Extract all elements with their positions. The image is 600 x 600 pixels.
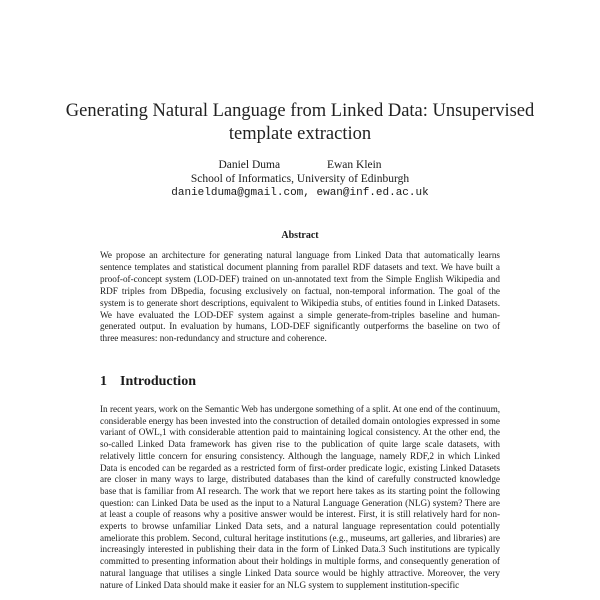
introduction-text: In recent years, work on the Semantic Web has undergone something of a split. At one end of the continuum, considerable energy has been invested into the construction of detailed domain ontologies expressed in some variant of OWL,1 with considerable attention paid to maintaining logical consistency. At the other end, the so-called Linked Data framework has given rise to the publication of quite large scale datasets, with relatively little concern for ensuring consistency. Although the language, namely RDF,2 in which Linked Data is encoded can be regarded as a restricted form of first-order predicate logic, existing Linked Datasets are closer in many ways to large, distributed databases than the kind of carefully constructed knowledge base that is familiar from AI research. The work that we report here takes as its starting point the following question: can Linked Data be used as the input to a Natural Language Generation (NLG) system? There are at least a couple of reasons why a positive answer would be interest. First, it is still relatively hard for non-experts to browse unfamiliar Linked Data sets, and a natural language representation could potentially ameliorate this problem. Second, cultural heritage institutions (e.g., museums, art galleries, and libraries) are increasingly interested in publishing their data in the form of Linked Data.3 Such institutions are typically committed to presenting information about their holdings in multiple forms, and consequently generation of natural language that utilises a single Linked Data source would be highly attractive. Moreover, the very nature of Linked Data should make it easier for an NLG system to supplement institution-specific <box>100 404 501 590</box>
author-name: Daniel Duma <box>218 159 281 171</box>
abstract-heading: Abstract <box>281 230 319 241</box>
author-name: Ewan Klein <box>326 159 382 171</box>
paper-title: Generating Natural Language from Linked Data: Unsupervised template extraction <box>65 101 535 144</box>
section-number: 1 <box>100 374 107 389</box>
author-block <box>150 158 450 200</box>
author-emails: danielduma@gmail.com, ewan@inf.ed.ac.uk <box>171 187 429 199</box>
affiliation: School of Informatics, University of Edinburgh <box>190 173 410 185</box>
section-title: Introduction <box>120 374 196 389</box>
section-heading <box>100 374 500 390</box>
author-names <box>150 158 450 172</box>
abstract-text: We propose an architecture for generating natural language from Linked Data that automatically learns sentence templates and statistical document planning from parallel RDF datasets and text. We have built a proof-of-concept system (LOD-DEF) trained on un-annotated text from the Simple English Wikipedia and RDF triples from DBpedia, focusing exclusively on factual, non-temporal information. The goal of the system is to generate short descriptions, equivalent to Wikipedia stubs, of entities found in Linked Datasets. We have evaluated the LOD-DEF system against a simple generate-from-triples baseline and human-generated output. In evaluation by humans, LOD-DEF significantly outperforms the baseline on two of three measures: non-redundancy and structure and coherence. <box>100 250 500 344</box>
